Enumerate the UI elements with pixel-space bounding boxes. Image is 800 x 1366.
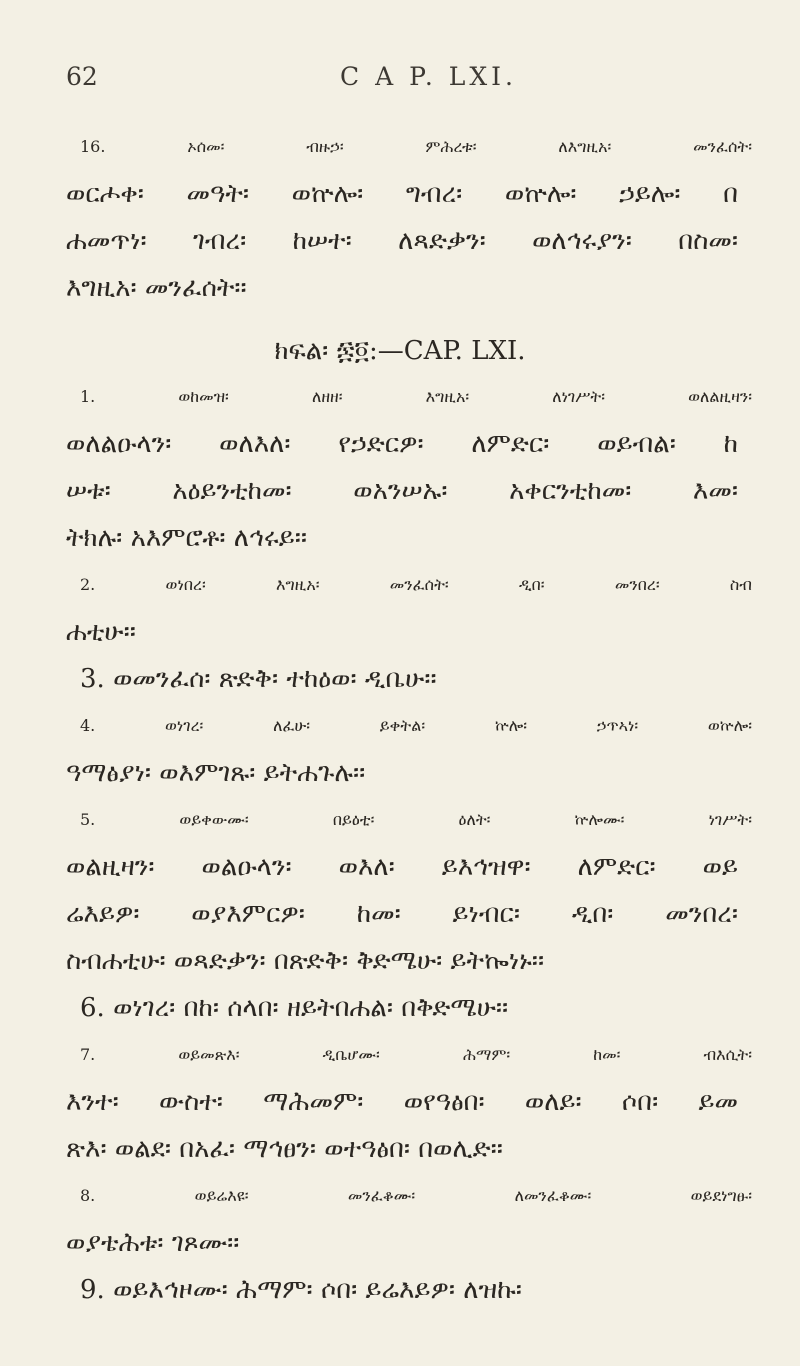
- text-line: ሬእይዎ፡ ወያእምርዎ፡ ከመ፡ ይነብር፡ ዲበ፡ መንበረ፡: [66, 899, 738, 929]
- text-line: ሐመጥነ፡ ገብረ፡ ከሠተ፡ ለጻድቃን፡ ወለኅሩያን፡ በስመ፡: [66, 226, 738, 256]
- text-line-verse-9: 9. ወይእኅዞሙ፡ ሕማም፡ ሶበ፡ ይሬእይዎ፡ ለዝኩ፡: [80, 1275, 522, 1305]
- text-line-verse-3: 3. ወመንፈሰ፡ ጽድቅ፡ ተከዕወ፡ ዲቤሁ፡፡: [80, 664, 437, 694]
- text-line: ሠቱ፡ አዕይንቲከመ፡ ወአንሠኡ፡ አቀርንቲከመ፡ እመ፡: [66, 476, 738, 506]
- text-line: ዓማፅያነ፡ ወእምገጹ፡ ይትሐጉሉ፡፡: [66, 758, 366, 788]
- section-heading: ክፍል፡ ፷፬:—CAP. LXI.: [274, 336, 526, 366]
- text-line-verse-2: 2. ወነበረ፡ እግዚአ፡ መንፈሰት፡ ዲበ፡ መንበረ፡ ስብ: [80, 575, 752, 594]
- text-line: ወያቴሕቱ፡ ገጾሙ፡፡: [66, 1228, 240, 1258]
- text-line-verse-4: 4. ወነገረ፡ ለፈሁ፡ ይቀትል፡ ኵሎ፡ ኃጥኣነ፡ ወኵሎ፡: [80, 716, 752, 735]
- text-line: ወልዚዛን፡ ወልዑላን፡ ወእለ፡ ይእኅዝዋ፡ ለምድር፡ ወይ: [66, 852, 738, 882]
- text-line: እግዚአ፡ መንፈሰት፡፡: [66, 273, 247, 303]
- running-title: C A P. LXI.: [340, 62, 517, 91]
- text-line: ትክሉ፡ አእምሮቶ፡ ለኅሩይ፡፡: [66, 523, 307, 553]
- text-line-verse-6: 6. ወነገረ፡ በከ፡ ሰላበ፡ ዘይትበሐል፡ በቅድሜሁ፡፡: [80, 993, 509, 1023]
- text-line: ስብሐቲሁ፡ ወጻድቃን፡ በጽድቅ፡ ቅድሜሁ፡ ይትኰነኑ፡፡: [66, 946, 545, 976]
- text-line: ወለልዑላን፡ ወለእለ፡ የኃድርዎ፡ ለምድር፡ ወይብል፡ ከ: [66, 429, 738, 459]
- page-number: 62: [66, 62, 98, 91]
- text-line-verse-16: 16. ኦሰመ፡ ብዙኃ፡ ምሕረቱ፡ ለእግዚአ፡ መንፈሰት፡: [80, 137, 752, 156]
- text-line: ጽእ፡ ወልደ፡ በአፈ፡ ማኅፀን፡ ወተዓፅበ፡ በወሊድ፡፡: [66, 1134, 503, 1164]
- text-line-verse-1: 1. ወከመዝ፡ ለዘዘ፡ እግዚአ፡ ለነገሥት፡ ወለልዚዛን፡: [80, 387, 752, 406]
- text-line: እንተ፡ ውስተ፡ ማሕመም፡ ወየዓፅበ፡ ወለይ፡ ሶበ፡ ይመ: [66, 1087, 738, 1117]
- text-line-verse-7: 7. ወይመጽእ፡ ዲቤሆሙ፡ ሕማም፡ ከመ፡ ብእሲት፡: [80, 1045, 752, 1064]
- text-line-verse-8: 8. ወይሬእዩ፡ መንፈቆሙ፡ ለመንፈቆሙ፡ ወይደነግፁ፡: [80, 1186, 752, 1205]
- running-head: [0, 62, 800, 96]
- text-line: ሐቲሁ፡፡: [66, 617, 136, 647]
- text-line: ወርሖቀ፡ መዓት፡ ወኵሎ፡ ግብረ፡ ወኵሎ፡ ኃይሎ፡ በ: [66, 179, 738, 209]
- text-line-verse-5: 5. ወይቀውሙ፡ በይዕቲ፡ ዕለት፡ ኵሎሙ፡ ነገሥት፡: [80, 810, 752, 829]
